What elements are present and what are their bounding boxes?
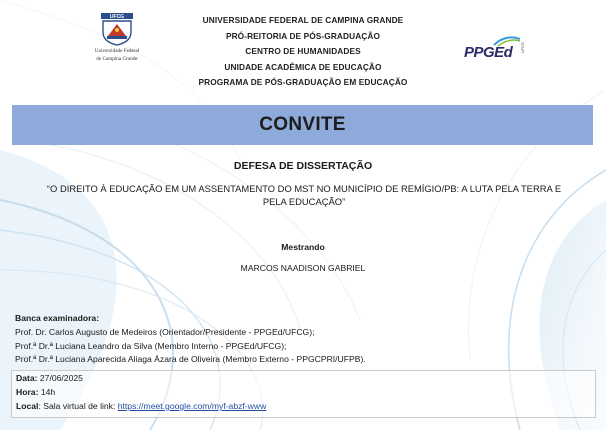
banca-heading: Banca examinadora: (15, 313, 100, 323)
thesis-title (14, 182, 594, 208)
banca-member: Prof.ª Dr.ª Luciana Aparecida Aliaga Ázara de Oliveira (Membro Externo - PPGCPRI/UFPB). (15, 354, 366, 364)
mestrando-name: MARCOS NAADISON GABRIEL (240, 263, 366, 273)
ppged-logo-text: PPGEd (464, 44, 513, 61)
local-label: Local (16, 401, 39, 411)
ufcg-caption-line2: de Campina Grande (96, 56, 138, 62)
banca-member: Prof.ª Dr.ª Luciana Leandro da Silva (Membro Interno - PPGEd/UFCG); (15, 340, 287, 351)
defesa-heading: DEFESA DE DISSERTAÇÃO (233, 160, 373, 172)
time-row (16, 387, 55, 397)
header-line-prorectory: PRÓ-REITORIA DE PÓS-GRADUAÇÃO (225, 30, 381, 41)
banca-list (15, 326, 366, 367)
local-text: : Sala virtual de link: (38, 401, 118, 411)
event-info-box (11, 370, 596, 418)
ppged-logo-small: UFCG (520, 42, 525, 54)
time-value: 14h (40, 387, 56, 397)
local-row (16, 401, 266, 411)
header-line-program: PROGRAMA DE PÓS-GRADUAÇÃO EM EDUCAÇÃO (198, 77, 408, 87)
banca-member: Prof. Dr. Carlos Augusto de Medeiros (Orientador/Presidente - PPGEd/UFCG); (15, 327, 315, 337)
ufcg-caption-line1: Universidade Federal (94, 48, 140, 54)
header-line-university: UNIVERSIDADE FEDERAL DE CAMPINA GRANDE (202, 15, 404, 25)
ufcg-crest-icon (97, 12, 137, 46)
header-line-unit: UNIDADE ACADÊMICA DE EDUCAÇÃO (224, 61, 382, 72)
thesis-title-line2: PELA EDUCAÇÃO” (262, 196, 346, 207)
ufcg-logo (84, 12, 150, 62)
meeting-link[interactable]: https://meet.google.com/myf-abzf-www (117, 401, 267, 411)
header-line-center: CENTRO DE HUMANIDADES (245, 46, 361, 56)
ufcg-acronym: UFCG (109, 14, 125, 20)
thesis-title-line1: “O DIREITO À EDUCAÇÃO EM UM ASSENTAMENTO DO MST NO MUNICÍPIO DE REMÍGIO/PB: A LUTA PELA TERRA E (46, 183, 562, 194)
time-label: Hora: (16, 387, 39, 397)
mestrando-label: Mestrando (281, 242, 325, 252)
date-row (16, 373, 83, 383)
convite-title: CONVITE (259, 114, 346, 135)
date-value: 27/06/2025 (39, 373, 83, 383)
convite-banner (12, 105, 593, 145)
date-label: Data: (16, 373, 38, 383)
ppged-logo (462, 40, 532, 66)
institution-header (170, 13, 436, 91)
